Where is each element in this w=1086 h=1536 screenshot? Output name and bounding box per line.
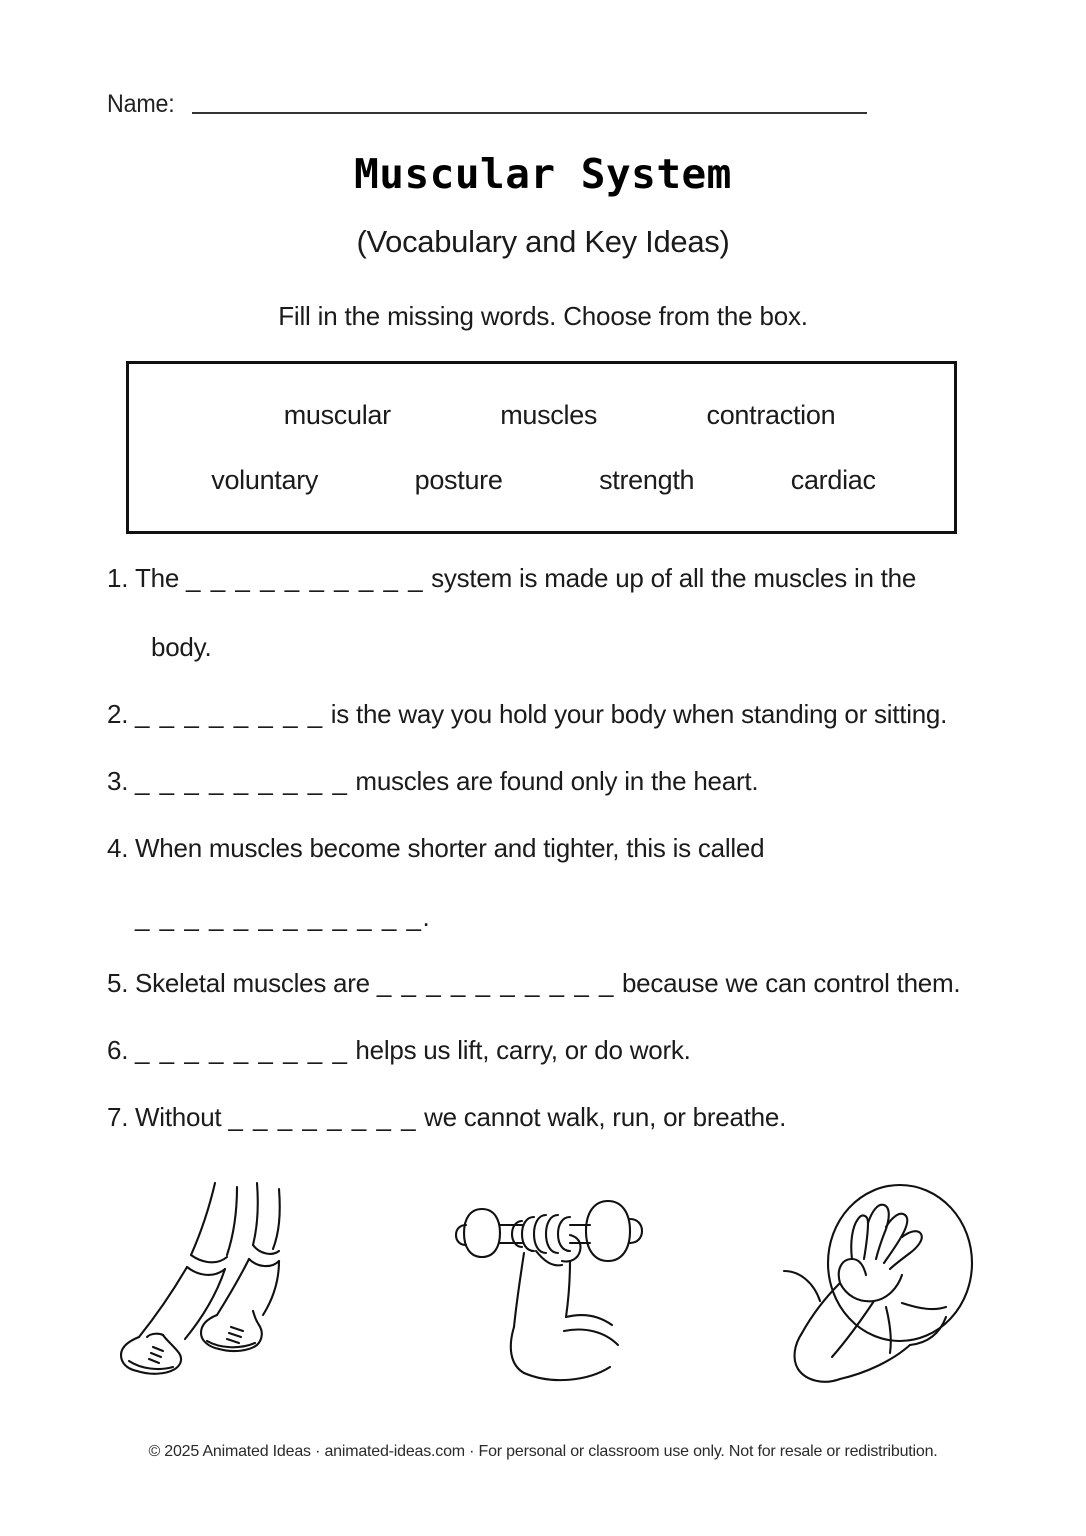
word-bank-item[interactable]: muscles [500,399,598,430]
word-bank-item[interactable]: contraction [706,399,836,430]
word-bank-item[interactable]: posture [414,464,503,495]
word-bank-item[interactable]: strength [599,464,695,495]
question-item [107,696,1007,733]
question-text-after: is the way you hold your body when standing or sitting. [323,698,948,729]
answer-blank[interactable]: _ _ _ _ _ _ _ _ _ [135,1035,349,1066]
page-subtitle: (Vocabulary and Key Ideas) [356,224,730,259]
answer-blank[interactable]: _ _ _ _ _ _ _ _ _ _ [376,968,615,999]
word-bank-item[interactable]: muscular [283,399,391,430]
question-text [135,1032,1007,1069]
word-bank-row-2 [151,465,932,496]
question-text-after: we cannot walk, run, or breathe. [417,1102,787,1133]
question-text [135,560,1007,666]
questions-list [107,560,1007,1166]
dumbbell-arm-illustration [452,1175,652,1390]
question-text-after: because we can control them. [614,968,961,999]
question-item [107,763,1007,800]
question-text [135,696,1007,733]
name-label: Name: [107,90,175,118]
question-item [107,1099,1007,1136]
name-write-line[interactable] [192,112,867,114]
footer-copyright: © 2025 Animated Ideas · animated-ideas.com · For personal or classroom use only. Not for resale or redistribution. [148,1443,938,1460]
word-bank-row-1 [151,400,932,431]
answer-blank[interactable]: _ _ _ _ _ _ _ _ _ _ _ _ [135,901,423,932]
answer-blank[interactable]: _ _ _ _ _ _ _ _ [228,1102,418,1133]
question-number: 4. [107,832,129,863]
word-bank-item[interactable]: cardiac [790,464,876,495]
word-bank-item[interactable]: voluntary [211,464,319,495]
question-item [107,1032,1007,1069]
instruction-text: Fill in the missing words. Choose from the box. [278,301,808,331]
question-text-after: system is made up of all the muscles in the [424,563,917,593]
question-blank-line [135,899,1007,936]
question-text [135,965,1007,1002]
question-text-line2: body. [151,631,212,662]
question-number: 3. [107,765,129,796]
holding-ball-illustration [782,1175,987,1390]
question-item [107,965,1007,1002]
question-item [107,560,1007,666]
answer-blank[interactable]: _ _ _ _ _ _ _ _ [135,698,324,729]
question-number: 5. [107,968,129,999]
question-text-before: Without [135,1102,229,1133]
question-text-after: muscles are found only in the heart. [348,765,759,796]
question-number: 6. [107,1035,129,1066]
question-text [135,830,1007,936]
question-text [135,1099,1007,1136]
illustration-row [107,1175,987,1390]
running-legs-illustration [107,1175,322,1390]
question-text-before: Skeletal muscles are [135,968,377,999]
question-number: 1. [107,563,129,593]
question-text-before: When muscles become shorter and tighter, this is called [135,832,765,863]
question-text [135,763,1007,800]
question-text-before: The [135,563,187,593]
answer-blank[interactable]: _ _ _ _ _ _ _ _ _ _ [186,563,425,593]
question-item [107,830,1007,936]
question-text-after: . [422,901,430,932]
name-row [107,92,867,117]
question-number: 7. [107,1102,129,1133]
word-bank-box [126,361,957,534]
page-title: Muscular System [354,150,732,198]
question-text-after: helps us lift, carry, or do work. [348,1035,691,1066]
question-number: 2. [107,698,129,729]
answer-blank[interactable]: _ _ _ _ _ _ _ _ _ [135,765,349,796]
